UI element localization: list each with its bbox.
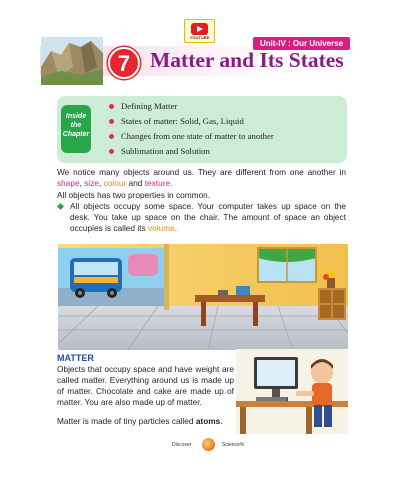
period: . xyxy=(170,178,173,188)
matter-paragraph: Objects that occupy space and have weight are called matter. Everything around us is made up of matter. Chocolate and cake are made up of matter. You are also made up of matter. xyxy=(57,364,234,407)
matter-heading: MATTER xyxy=(57,353,94,363)
footer-left-text: Discover xyxy=(172,442,192,448)
mountain-image xyxy=(41,37,103,85)
globe-logo-icon xyxy=(202,438,215,451)
intro-paragraph xyxy=(57,167,346,189)
topic-item: Defining Matter xyxy=(109,99,274,114)
keyword-colour: colour xyxy=(103,178,127,188)
play-icon xyxy=(191,23,208,35)
topic-item: Changes from one state of matter to another xyxy=(109,129,274,144)
inside-label-word: Chapter xyxy=(62,131,90,138)
keyword-size: size xyxy=(84,178,99,188)
atoms-line xyxy=(57,416,247,427)
boy-at-computer-image xyxy=(236,349,348,434)
footer-right-text: Science% xyxy=(222,442,245,448)
period: . xyxy=(174,223,177,233)
unit-tag: Unit-IV : Our Universe xyxy=(253,37,350,50)
bullet-text: All objects occupy some space. Your computer takes up space on the desk. You take up space on the chair. The amount of space an object occupies is called its xyxy=(70,201,346,233)
page-footer xyxy=(172,438,262,452)
youtube-icon[interactable] xyxy=(184,19,215,43)
topic-list xyxy=(109,99,274,159)
topic-item: States of matter: Solid, Gas, Liquid xyxy=(109,114,274,129)
topic-item: Sublimation and Solution xyxy=(109,144,274,159)
chapter-number-badge: 7 xyxy=(108,47,140,79)
inside-label-word: Inside xyxy=(65,113,87,120)
separator: , xyxy=(99,178,104,188)
intro-text: We notice many objects around us. They are different from one another in xyxy=(57,167,346,177)
room-illustration xyxy=(58,244,348,350)
chapter-header xyxy=(0,0,400,92)
separator: , xyxy=(79,178,85,188)
youtube-label: YOUTUBE xyxy=(189,35,210,40)
inside-chapter-box xyxy=(57,96,347,163)
properties-line: All objects has two properties in common. xyxy=(57,190,211,200)
keyword-atoms: atoms xyxy=(195,416,221,426)
atoms-text: Matter is made of tiny particles called xyxy=(57,416,196,426)
separator: and xyxy=(126,178,145,188)
period: . xyxy=(220,416,223,426)
diamond-bullet-icon xyxy=(57,203,64,210)
volume-bullet xyxy=(57,201,346,234)
inside-label-word: the xyxy=(70,122,82,129)
inside-chapter-label xyxy=(61,105,91,153)
keyword-texture: texture xyxy=(144,178,171,188)
keyword-volume: volume xyxy=(147,223,175,233)
keyword-shape: shape xyxy=(57,178,80,188)
chapter-title: Matter and Its States xyxy=(150,48,344,72)
